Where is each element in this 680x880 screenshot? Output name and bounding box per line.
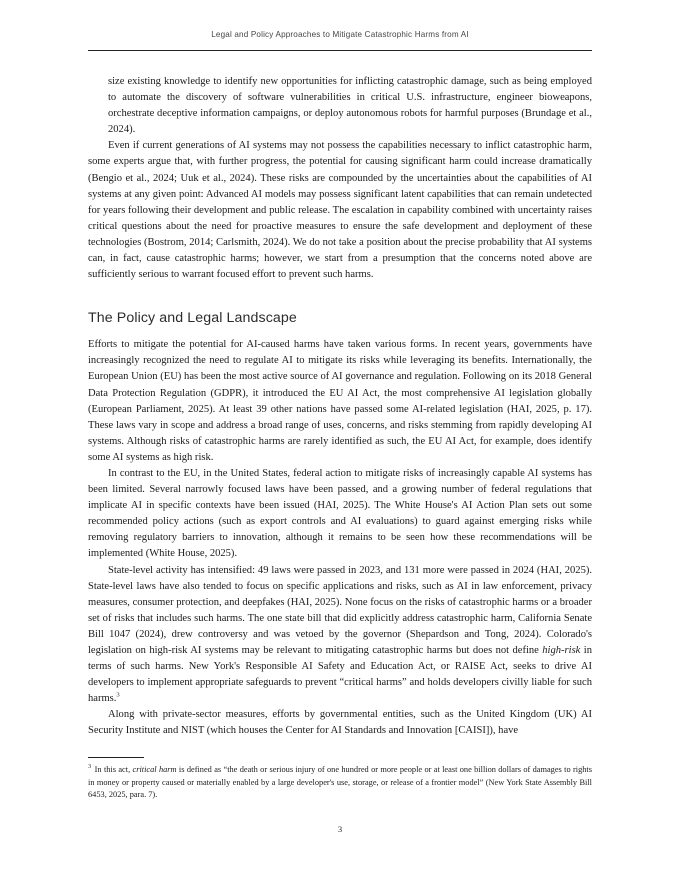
header-rule [88, 50, 592, 51]
page-number: 3 [337, 824, 343, 834]
paragraph-state-level-activity [88, 563, 592, 708]
state-level-text-part1: State-level activity has intensified: 49 laws were passed in 2023, and 131 more were passed in 2024 (HAI, 2025). State-level laws have also tended to focus on specific applications and risks, such as AI in law enforcement, privacy measures, consumer protection, and deepfakes (HAI, 2025). None focus on the risks of catastrophic harms or a broader set of risks that includes such harms. The one state bill that did explicitly address catastrophic harm, California Senate Bill 1047 (2024), drew controversy and was vetoed by the governor (Shepardson and Tong, 2024). Colorado's legislation on high-risk AI systems may be relevant to mitigating catastrophic harms but does not define [88, 564, 592, 656]
footnote-number: 3 [88, 763, 92, 771]
state-level-italic-term: high-risk [542, 645, 581, 656]
paragraph-along-with-private-sector: Along with private-sector measures, efforts by governmental entities, such as the United Kingdom (UK) AI Security Institute and NIST (which houses the Center for AI Standards and Innovation [CAISI]), have [88, 709, 592, 737]
paragraph-even-if-current-generations: Even if current generations of AI systems may not possess the capabilities necessary to inflict catastrophic harm, some experts argue that, with further progress, the potential for causing significant harm could increase dramatically (Bengio et al., 2024; Uuk et al., 2024). These risks are compounded by the uncertainties about the capabilities of AI systems at any given point: Advanced AI models may possess significant latent capabilities that can remain undetected for years following their development and public release. The escalation in capability combined with uncertainty raises critical questions about the need for proactive measures to ensure the safe development and deployment of these technologies (Bostrom, 2014; Carlsmith, 2024). We do not take a position about the precise probability that AI systems can, in fact, cause catastrophic harms; however, we start from a presumption that the concerns noted above are sufficiently serious to warrant focused effort to prevent such harms. [88, 140, 592, 281]
footnote-part2: is defined as “the death or serious injury of one hundred or more people or at least one billion dollars of damages to rights in money or property caused or materially enabled by a large developer's use, storage, or release of a frontier model” (New York State Assembly Bill 6453, 2025, para. 7). [88, 765, 592, 800]
paragraph-efforts-to-mitigate: Efforts to mitigate the potential for AI-caused harms have taken various forms. In recent years, governments have increasingly recognized the need to regulate AI to mitigate its risks while leveraging its benefits. Internationally, the European Union (EU) has been the most active source of AI governance and regulation. Following on its 2018 General Data Protection Regulation (GDPR), it introduced the EU AI Act, the most comprehensive AI legislation globally (European Parliament, 2025). At least 39 other nations have passed some AI-related legislation (HAI, 2025, p. 17). These laws vary in scope and address a broad range of uses, concerns, and risks stemming from rapidly developing AI systems. Although risks of catastrophic harms are rarely identified as such, the EU AI Act, for example, does identify some AI systems as high risk. [88, 339, 592, 463]
footnote-text [88, 764, 592, 802]
footnote-part1: In this act, [94, 765, 133, 774]
section-heading-block [88, 309, 592, 328]
footnote-area [88, 757, 592, 802]
main-text-column [88, 74, 592, 740]
footnote-separator-rule [88, 757, 144, 758]
footnote-reference-marker[interactable]: 3 [116, 691, 120, 699]
paragraph-continuation: size existing knowledge to identify new opportunities for inflicting catastrophic damage, such as being employed to automate the discovery of software vulnerabilities in critical U.S. infrastructure, engineer bioweapons, orchestrate deceptive information campaigns, or deploy autonomous robots for harmful purposes (Brundage et al., 2024). [108, 76, 592, 136]
state-level-text-part2: in terms of such harms. New York's Responsible AI Safety and Education Act, or RAISE Act, seeks to drive AI developers to implement appropriate safeguards to prevent “critical harms” and holds developers civilly liable for such harms. [88, 645, 593, 705]
page-title: The Policy and Legal Landscape [88, 310, 297, 327]
paragraph-in-contrast-to-the-eu: In contrast to the EU, in the United States, federal action to mitigate risks of increasingly capable AI systems has been limited. Several narrowly focused laws have been passed, and a growing number of federal regulations that implicate AI in specific contexts have been issued (HAI, 2025). The White House's AI Action Plan sets out some recommended policy actions (such as export controls and AI evaluations) to guard against emerging risks while removing regulatory barriers to innovation, although it remains to be seen how these recommendations will be implemented (White House, 2025). [88, 467, 592, 560]
footnote-italic-term: critical harm [132, 765, 177, 774]
running-head: Legal and Policy Approaches to Mitigate Catastrophic Harms from AI [211, 30, 469, 39]
